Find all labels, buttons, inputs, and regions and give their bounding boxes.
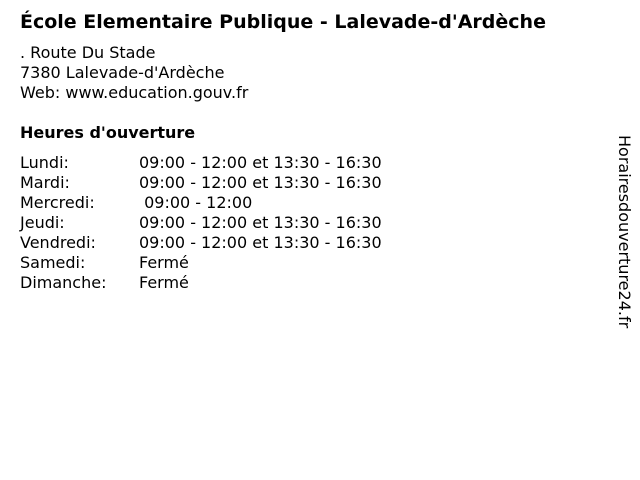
address-street: . Route Du Stade — [20, 43, 156, 62]
day-label: Lundi: — [20, 153, 69, 172]
day-hours: 09:00 - 12:00 — [139, 193, 253, 212]
day-hours: Fermé — [139, 273, 189, 292]
address-city: 7380 Lalevade-d'Ardèche — [20, 63, 225, 82]
day-label: Samedi: — [20, 253, 86, 272]
hours-row-sunday — [20, 273, 382, 293]
brand-side-text: Horairesdouverture24.fr — [615, 135, 634, 329]
day-label: Vendredi: — [20, 233, 96, 252]
day-label: Mardi: — [20, 173, 70, 192]
day-hours: 09:00 - 12:00 et 13:30 - 16:30 — [139, 233, 382, 252]
hours-row-monday — [20, 153, 382, 173]
address-block — [20, 43, 248, 103]
page-title: École Elementaire Publique - Lalevade-d'Ardèche — [20, 11, 546, 33]
hours-row-wednesday — [20, 193, 382, 213]
day-hours: Fermé — [139, 253, 189, 272]
day-hours: 09:00 - 12:00 et 13:30 - 16:30 — [139, 213, 382, 232]
day-label: Mercredi: — [20, 193, 95, 212]
day-hours: 09:00 - 12:00 et 13:30 - 16:30 — [139, 173, 382, 192]
day-label: Jeudi: — [20, 213, 65, 232]
hours-row-friday — [20, 233, 382, 253]
hours-row-thursday — [20, 213, 382, 233]
hours-row-tuesday — [20, 173, 382, 193]
day-hours: 09:00 - 12:00 et 13:30 - 16:30 — [139, 153, 382, 172]
hours-heading: Heures d'ouverture — [20, 123, 196, 142]
hours-row-saturday — [20, 253, 382, 273]
day-label: Dimanche: — [20, 273, 107, 292]
website-text: Web: www.education.gouv.fr — [20, 83, 249, 102]
hours-table — [20, 153, 382, 293]
